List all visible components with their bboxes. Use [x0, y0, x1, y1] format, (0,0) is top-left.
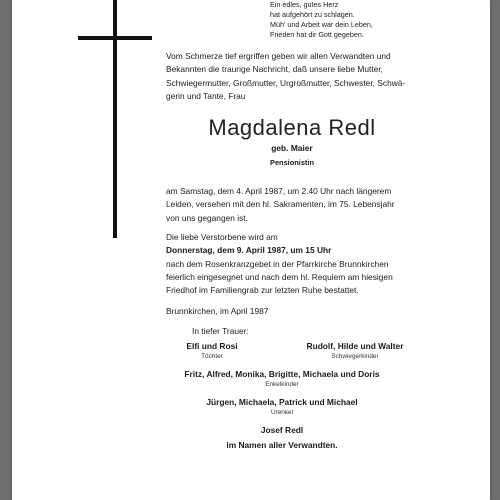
- death-paragraph: [166, 185, 398, 225]
- relation-daughters: Töchter: [201, 353, 223, 360]
- death-line: von uns gegangen ist.: [166, 212, 248, 223]
- death-line: am Samstag, dem 4. April 1987, um 2.40 Uhr nach längerem: [166, 186, 392, 196]
- cross-horizontal-bar: [78, 36, 152, 40]
- poem-line: Frieden hat dir Gott gegeben.: [270, 30, 364, 39]
- intro-line: Bekannten die traurige Nachricht, daß unsere liebe Mutter,: [166, 64, 383, 75]
- relation-great-grandchildren: Urenkel: [270, 409, 294, 416]
- funeral-date: Donnerstag, dem 9. April 1987, um 15 Uhr: [166, 245, 332, 256]
- place-date: Brunnkirchen, im April 1987: [166, 306, 269, 316]
- funeral-line: nach dem Rosenkranzgebet in der Pfarrkirche Brunnkirchen: [166, 258, 389, 269]
- funeral-line: Die liebe Verstorbene wird am: [166, 232, 278, 242]
- mourners-grandchildren: Fritz, Alfred, Monika, Brigitte, Michaela und Doris: [184, 369, 380, 379]
- mourners-husband: Josef Redl: [260, 425, 304, 435]
- poem-line: Müh' und Arbeit war dein Leben,: [270, 20, 373, 29]
- birth-name: geb. Maier: [271, 143, 313, 153]
- intro-paragraph: [166, 50, 406, 103]
- mourners-daughters: Elfi und Rosi: [186, 341, 238, 351]
- poem-line: hat aufgehört zu schlagen.: [270, 10, 355, 19]
- obituary-page: [12, 0, 490, 500]
- funeral-line: Friedhof im Familiengrab zur letzten Ruhe bestattet.: [166, 285, 359, 296]
- funeral-paragraph: [166, 231, 398, 297]
- occupation: Pensionistin: [270, 158, 314, 167]
- intro-line: Vom Schmerze tief ergriffen geben wir allen Verwandten und: [166, 51, 391, 61]
- deceased-name: Magdalena Redl: [208, 115, 376, 140]
- closing-line: im Namen aller Verwandten.: [226, 440, 338, 450]
- relation-grandchildren: Enkelkinder: [265, 381, 299, 388]
- relation-sons-in-law: Schwiegerkinder: [331, 353, 379, 360]
- funeral-line: feierlich eingesegnet und nach dem hl. Requiem am hiesigen: [166, 271, 393, 282]
- mourning-header: In tiefer Trauer:: [192, 326, 249, 336]
- death-line: Leiden, versehen mit den hl. Sakramenten, im 75. Lebensjahr: [166, 199, 395, 210]
- mourners-great-grandchildren: Jürgen, Michaela, Patrick und Michael: [206, 397, 358, 407]
- intro-line: gerin und Tante, Frau: [166, 90, 246, 101]
- intro-line: Schwiegermutter, Großmutter, Urgroßmutter, Schwester, Schwä-: [166, 77, 406, 88]
- mourners-sons-in-law: Rudolf, Hilde und Walter: [306, 341, 404, 351]
- poem-verse: [270, 0, 470, 40]
- poem-line: Ein edles, gutes Herz: [270, 0, 339, 9]
